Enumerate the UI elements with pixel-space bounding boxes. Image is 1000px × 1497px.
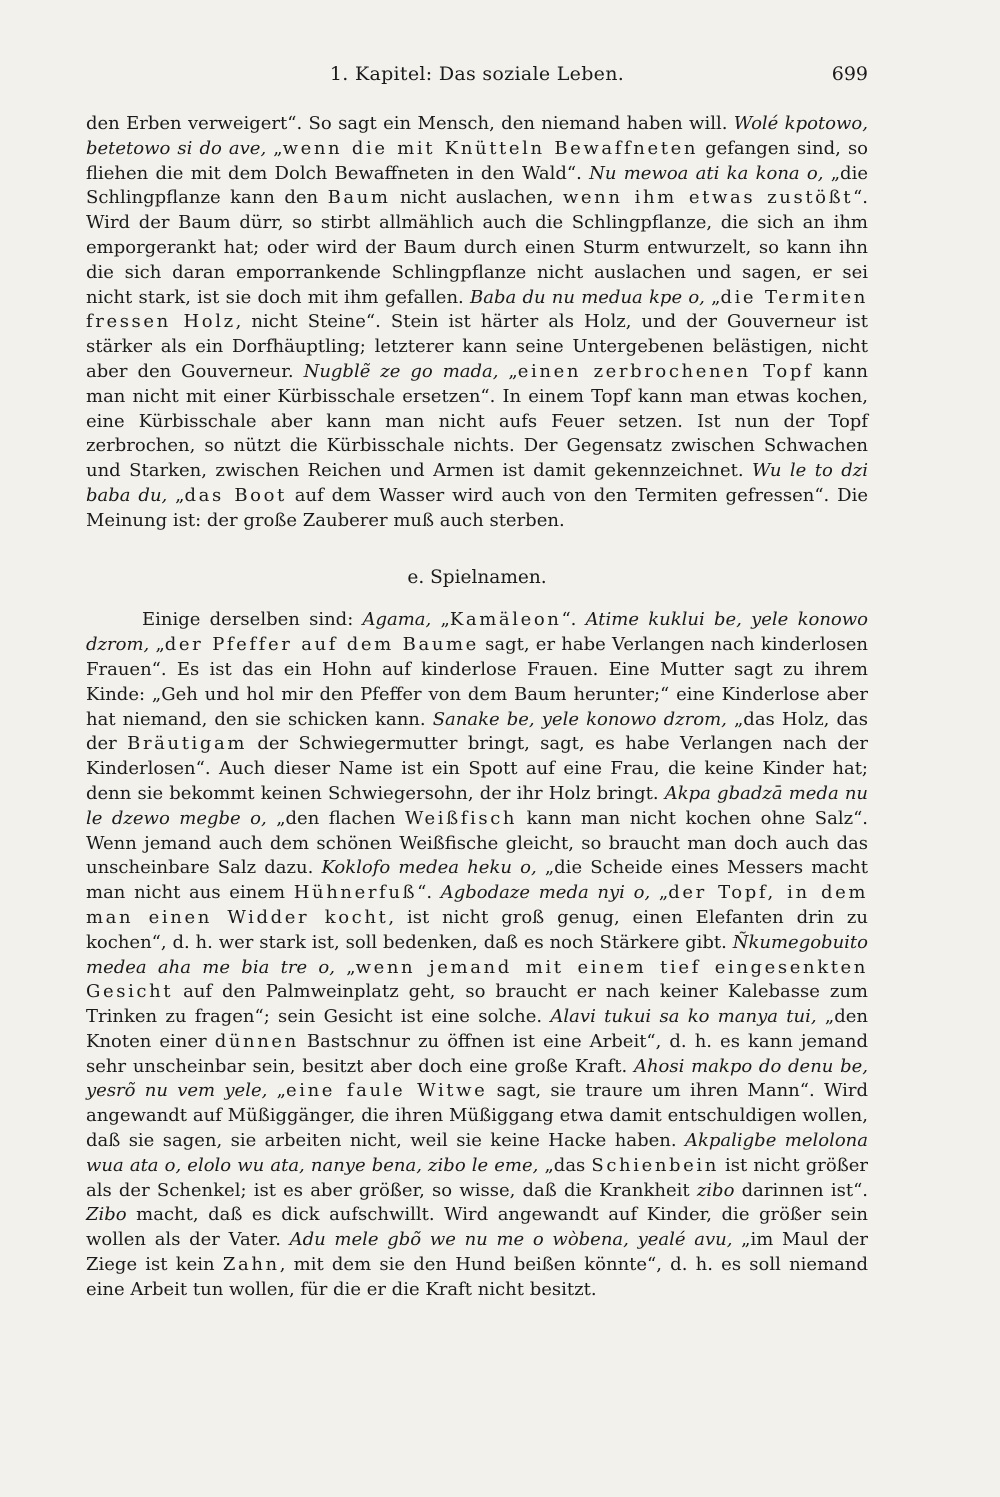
page-number: 699 [831, 63, 868, 85]
paragraph-spielnamen [86, 608, 868, 1302]
section-heading: e. Spielnamen. [407, 566, 547, 588]
spaced-emphasis: Weißfisch [404, 807, 518, 829]
spaced-emphasis: Schienbein [591, 1154, 719, 1176]
text-run: “. Wird der Baum dürr, so stirbt allmählich auch die Schlingpflanze, die sich an ihm emporgerankt hat; oder wird der Baum durch einen Sturm entwurzelt, so kann ihn die sich daran emporrankende Schlingpflanze nicht auslachen und sagen, er sei nicht stark, ist sie doch mit ihm gefallen. [86, 187, 868, 308]
text-run: kann man nicht mit einer Kürbisschale ersetzen“. In einem Topf kann man etwas kochen, eine Kürbisschale aber kann man nicht aufs Feuer setzen. Ist nun der Topf zerbrochen, so nützt die Kürbisschale nichts. Der Gegensatz zwischen Schwachen und Starken, zwischen Reichen und Armen ist damit gekennzeichnet. [86, 360, 868, 482]
spaced-emphasis: die Termiten fressen Holz [86, 286, 868, 333]
ewe-name: zibo [696, 1179, 735, 1201]
text-run: „ [267, 1080, 286, 1102]
text-run: auf dem Wasser wird auch von den Termiten gefressen“. Die Meinung ist: der große Zauberer muß auch sterben. [86, 484, 869, 531]
text-run: „die Scheide eines Messers macht man nicht aus einem [86, 857, 868, 904]
text-run: kann man nicht kochen ohne Salz“. Wenn jemand auch dem schönen Weißfische gleicht, so braucht man doch auch das unscheinbare Salz dazu. [86, 807, 869, 879]
ewe-proverb: Baba du nu medua kpe o, [470, 286, 705, 308]
ewe-name: Zibo [86, 1204, 127, 1226]
text-run: Bastschnur zu öffnen ist eine Arbeit“, d. h. es kann jemand sehr unscheinbar sein, besitzt aber doch eine große Kraft. [86, 1030, 868, 1077]
text-run: “. [417, 882, 441, 904]
spaced-emphasis: Hühnerfuß [293, 882, 418, 904]
spaced-emphasis: Zahn [222, 1254, 280, 1276]
spaced-emphasis: einen zerbrochenen Topf [517, 360, 814, 382]
text-run: , mit dem sie den Hund beißen könnte“, d. h. es soll niemand eine Arbeit tun wollen, für die er die Kraft nicht besitzt. [86, 1254, 868, 1300]
text-run: , nicht Steine“. Stein ist härter als Holz, und der Gouverneur ist stärker als ein Dorfhäuptling; letzterer kann seine Untergebenen belästigen, nicht aber den Gouverneur. [86, 311, 868, 382]
paragraph-proverbs [86, 112, 868, 534]
ewe-name: Koklofo medea heku o, [321, 857, 537, 879]
ewe-name: Adu mele gbõ we nu me o wòbena, yealé avu, [289, 1229, 733, 1251]
spaced-emphasis: Kamäleon [449, 609, 562, 631]
ewe-proverb: Nu mewoa ati ka kona o, [589, 162, 824, 184]
ewe-name: Ahosi makpo do denu be, yesrõ nu vem yele, [86, 1055, 869, 1102]
text-run: „im Maul der Ziege ist kein [86, 1229, 868, 1276]
text-run: „ [704, 286, 721, 308]
chapter-title: 1. Kapitel: Das soziale Leben. [329, 63, 625, 85]
text-run: „ [167, 484, 185, 506]
text-run: „ [650, 882, 669, 904]
ewe-name: Agbodaze meda nyi o, [440, 882, 651, 904]
ewe-name: Akpaligbe melolona wua ata o, elolo wu ata, nanye bena, zibo le eme, [86, 1130, 869, 1176]
spaced-emphasis: eine faule Witwe [285, 1080, 488, 1102]
text-run: sagt, sie traure um ihren Mann“. Wird angewandt auf Müßiggänger, die ihren Müßiggang etwa damit entschuldigen wollen, daß sie sagen, sie arbeiten nicht, weil sie keine Hacke haben. [86, 1080, 869, 1152]
ewe-name: Atime kuklui be, yele konowo dzrom, [86, 609, 868, 656]
ewe-proverb: Wu le to dzi baba du, [86, 460, 868, 506]
ewe-name: Sanake be, yele konowo dzrom, [432, 708, 727, 730]
text-run: Einige derselben sind: [142, 609, 363, 631]
spaced-emphasis: wenn ihm etwas zustößt [562, 187, 854, 209]
text-run: „ [266, 137, 283, 159]
text-run: „den Knoten einer [86, 1006, 868, 1052]
spaced-emphasis: wenn die mit Knütteln Bewaffneten [282, 137, 699, 159]
text-run: darinnen ist“. [734, 1179, 868, 1201]
text-run: „ [498, 360, 518, 382]
book-page [86, 56, 868, 1456]
ewe-proverb: Wolé kpotowo, betetowo si do ave, [86, 113, 868, 159]
text-run: „den flachen [266, 807, 405, 829]
ewe-name: Alavi tukui sa ko manya tui, [550, 1006, 817, 1028]
ewe-proverb: Nugblẽ ze go mada, [303, 360, 499, 382]
text-run: sagt, er habe Verlangen nach kinderlosen Frauen“. Es ist das ein Hohn auf kinderlose Frauen. Eine Mutter sagt zu ihrem Kinde: „Geh und hol mir den Pfeffer von dem Baum herunter;“ eine Kinderlose aber hat niemand, den sie schicken kann. [86, 634, 868, 730]
text-run: den Erben verweigert“. So sagt ein Mensch, den niemand haben will. [86, 113, 734, 134]
spaced-emphasis: der Topf, in dem man einen Widder kocht [86, 882, 868, 928]
ewe-name: Akpa gbadzā meda nu le dzewo megbe o, [86, 782, 868, 829]
text-run: gefangen sind, so fliehen die mit dem Dolch Bewaffneten in den Wald“. [86, 137, 869, 184]
text-run: „das Holz, das der [86, 708, 869, 755]
text-run: „ [149, 634, 165, 656]
text-run: nicht auslachen, [390, 187, 563, 209]
text-run: , ist nicht groß genug, einen Elefanten drin zu kochen“, d. h. wer stark ist, soll bedenken, daß es noch Stärkere gibt. [86, 906, 868, 953]
spaced-emphasis: Baum [327, 187, 391, 209]
text-run: macht, daß es dick aufschwillt. Wird angewandt auf Kinder, die größer sein wollen als der Vater. [86, 1204, 868, 1251]
text-run: „ [334, 956, 356, 978]
text-run: auf den Palmweinplatz geht, so braucht er nach keiner Kalebasse zum Trinken zu fragen“; sein Gesicht ist eine solche. [86, 981, 868, 1028]
spaced-emphasis: das Boot [184, 484, 287, 506]
text-run: „ [431, 609, 450, 631]
text-run: „die Schlingpflanze kann den [86, 162, 868, 209]
text-run: „das [538, 1154, 592, 1176]
spaced-emphasis: dünnen [214, 1030, 299, 1052]
ewe-name: Ñkumegobuito medea aha me bia tre o, [86, 931, 868, 978]
text-run: ist nicht größer als der Schenkel; ist es aber größer, so wisse, daß die Krankheit [86, 1154, 868, 1201]
spaced-emphasis: wenn jemand mit einem tief eingesenkten Gesicht [86, 956, 868, 1003]
ewe-name: Agama, [362, 609, 432, 631]
spaced-emphasis: Bräutigam [127, 733, 248, 755]
text-run: der Schwiegermutter bringt, sagt, es habe Verlangen nach der Kinderlosen“. Auch dieser Name ist ein Spott auf eine Frau, die keine Kinder hat; denn sie bekommt keinen Schwiegersohn, der ihr Holz bringt. [86, 733, 868, 804]
running-head [86, 56, 868, 92]
spaced-emphasis: der Pfeffer auf dem Baume [164, 634, 479, 656]
text-run: “. [561, 609, 586, 631]
